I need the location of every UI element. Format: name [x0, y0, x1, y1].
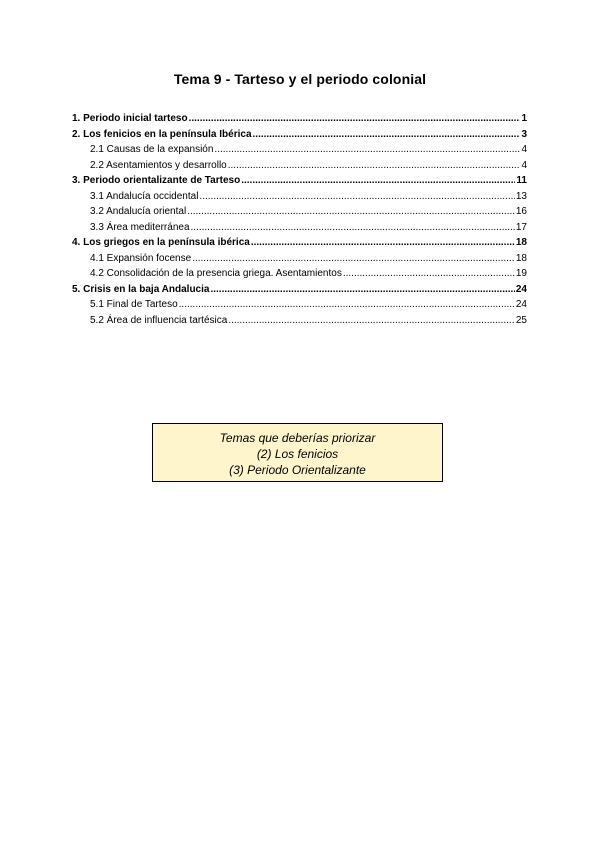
toc-leader-dots [210, 282, 514, 298]
toc-entry-page: 17 [515, 221, 527, 233]
note-heading: Temas que deberías priorizar [219, 431, 376, 445]
toc-leader-dots [192, 251, 515, 267]
toc-leader-dots [343, 266, 515, 282]
toc-entry-label: 5.2 Área de influencia tartésica [90, 314, 228, 326]
toc-entry-label: 4.1 Expansión focense [90, 252, 192, 264]
toc-leader-dots [214, 142, 520, 158]
toc-entry[interactable] [72, 204, 527, 220]
toc-leader-dots [251, 235, 515, 251]
toc-entry[interactable] [72, 266, 527, 282]
toc-entry[interactable] [72, 189, 527, 205]
toc-entry-page: 25 [515, 314, 527, 326]
toc-entry[interactable] [72, 220, 527, 236]
toc-entry-page: 4 [521, 159, 527, 171]
toc-entry[interactable] [72, 297, 527, 313]
toc-leader-dots [241, 173, 515, 189]
table-of-contents [72, 111, 527, 328]
toc-entry-label: 5.1 Final de Tarteso [90, 299, 178, 310]
toc-entry[interactable] [72, 251, 527, 267]
toc-entry-page: 4 [521, 144, 527, 155]
toc-entry[interactable] [72, 142, 527, 158]
note-item: (3) Periodo Orientalizante [229, 463, 366, 477]
toc-entry-page: 16 [515, 206, 527, 217]
note-item: (2) Los fenicios [256, 447, 339, 461]
toc-entry-label: 5. Crisis en la baja Andalucia [72, 283, 210, 295]
toc-entry-label: 3.1 Andalucía occidental [90, 190, 199, 202]
toc-entry-page: 1 [521, 113, 527, 124]
toc-entry-label: 1. Periodo inicial tarteso [72, 113, 188, 124]
toc-entry[interactable] [72, 158, 527, 174]
toc-leader-dots [187, 204, 515, 220]
toc-entry-label: 3.3 Área mediterránea [90, 221, 190, 233]
toc-leader-dots [228, 158, 521, 174]
toc-leader-dots [189, 111, 521, 127]
toc-entry[interactable] [72, 127, 527, 143]
toc-leader-dots [253, 127, 521, 143]
toc-entry-page: 18 [515, 237, 527, 248]
toc-entry[interactable] [72, 173, 527, 189]
toc-entry-page: 3 [521, 128, 527, 140]
toc-entry-label: 2.2 Asentamientos y desarrollo [90, 159, 227, 171]
toc-entry[interactable] [72, 111, 527, 127]
toc-entry-label: 3. Periodo orientalizante de Tarteso [72, 175, 241, 186]
toc-entry[interactable] [72, 313, 527, 329]
toc-entry-page: 24 [515, 283, 527, 295]
toc-leader-dots [228, 313, 515, 329]
toc-entry-page: 18 [515, 252, 527, 264]
toc-entry-label: 2.1 Causas de la expansión [90, 144, 214, 155]
toc-entry-label: 2. Los fenicios en la península Ibérica [72, 128, 252, 140]
page-title: Tema 9 - Tarteso y el periodo colonial [173, 71, 427, 87]
toc-leader-dots [191, 220, 515, 236]
toc-entry-label: 4.2 Consolidación de la presencia griega. Asentamientos [90, 268, 342, 279]
toc-leader-dots [199, 189, 514, 205]
priority-note-box [152, 423, 443, 482]
toc-leader-dots [179, 297, 515, 313]
toc-entry[interactable] [72, 282, 527, 298]
toc-entry-label: 4. Los griegos en la península ibérica [72, 237, 250, 248]
toc-entry[interactable] [72, 235, 527, 251]
toc-entry-page: 11 [516, 175, 527, 186]
toc-entry-page: 24 [515, 299, 527, 310]
toc-entry-page: 19 [515, 268, 527, 279]
toc-entry-label: 3.2 Andalucía oriental [90, 206, 187, 217]
toc-entry-page: 13 [515, 190, 527, 202]
